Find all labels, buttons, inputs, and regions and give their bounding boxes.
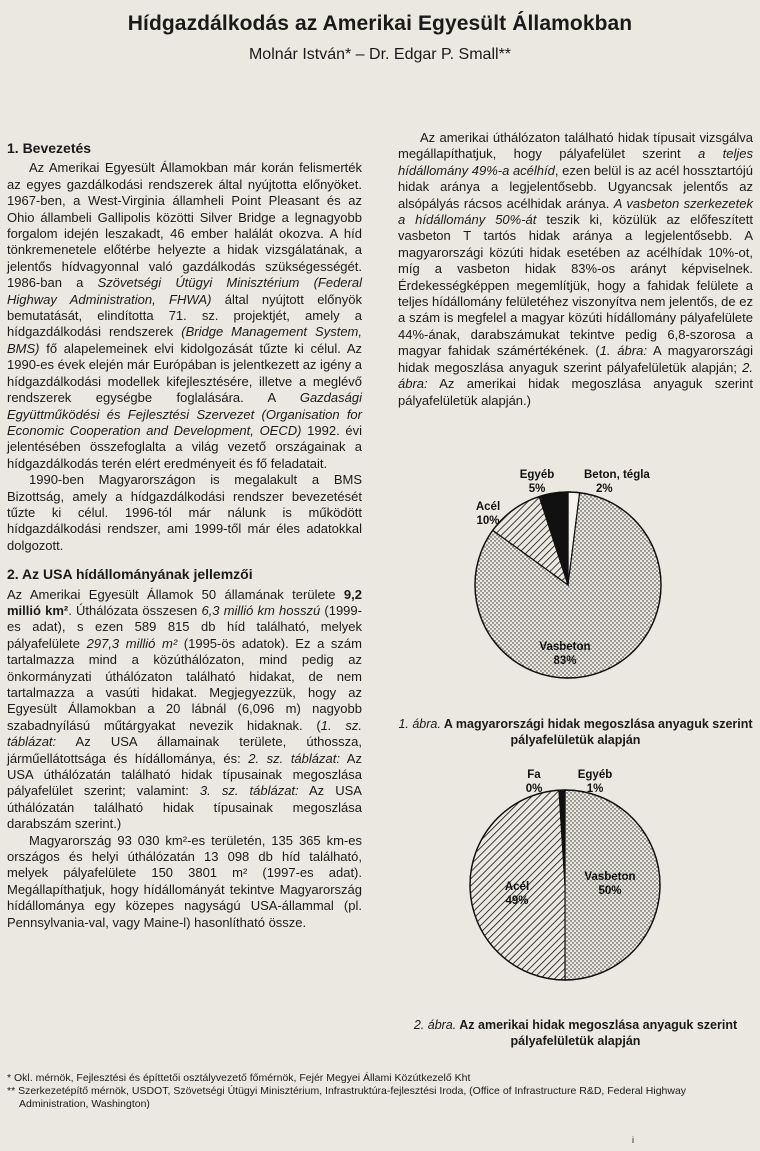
footnote-2: ** Szerkezetépítő mérnök, USDOT, Szövetségi Útügyi Minisztérium, Infrastruktúra-fejlesztési Iroda, (Office of Infrastructure R&D, Federal Highway Administration, Washington)	[7, 1085, 687, 1110]
right-paragraph1: Az amerikai úthálózaton található hidak típusait vizsgálva megállapíthatjuk, hogy pályafelület szerint a teljes hídállomány 49%-a acélhíd, ezen belül is az acél hossztartójú hidak aránya a legjelentősebb. Ugyancsak jelentős az alsópályás rácsos acélhidak aránya. A vasbeton szerkezetek a hídállomány 50%-át teszik ki, közülük az előfeszített vasbeton T tartós hidak aránya a legjelentősebb. A magyarországi közúti hidak esetében az acélhídak 10%-ot, míg a vasbeton hidak 83%-os arányt képviselnek. Érdekességképpen megemlítjük, hogy a fahidak felülete a teljes hídállomány felületéhez viszonyítva nem jelentős, de ez a szám is megfelel a magyar közúti hídállomány pályafelülete 44%-ának, darabszámukat tekintve pedig 6,8-szorosa a magyar fahidak számértékének. (1. ábra: A magyarországi hidak megoszlása anyaguk szerint pályafelületük alapján; 2. ábra: Az amerikai hidak megoszlása anyaguk szerint pályafelületük alapján.)	[398, 130, 754, 408]
right-column	[398, 130, 753, 409]
section2-paragraph1: Az Amerikai Egyesült Államok 50 államának területe 9,2 millió km². Úthálózata összesen 6,3 millió km hosszú (1999-es adat), s ezen 589 815 db híd található, melyek pályafelülete 297,3 millió m² (1995-ös adatok). Ez a szám tartalmazza mind a közúthálózaton, mind pedig az önkormányzati úthálózaton található hidakat, de nem tartalmazza a vasúti hidakat. Megjegyezzük, hogy az Egyesült Államokban a 20 lábnál (6,096 m) nagyobb szabadnyílású műtárgyakat nevezik hidaknak. (1. sz. táblázat: Az USA államainak területe, úthossza, járműellátottsága és hídállománya, és: 2. sz. táblázat: Az USA úthálózatán található hidak típusainak megoszlása pályafelület szerint; valamint: 3. sz. táblázat: Az USA úthálózatán található hidak típusainak megoszlása darabszám szerint.)	[7, 586, 362, 832]
pie-value-fa: 0%	[525, 783, 543, 795]
pie-value-ac-l: 49%	[505, 895, 529, 907]
section2-paragraph2: Magyarország 93 030 km²-es területén, 135 365 km-es országos és helyi úthálózatán 13 098 db híd található, melyek pályafelülete 150 3801 m² (1997-es adat). Megállapíthatjuk, hogy hídállományát tekintve Magyarország hídállománya egy közepes nagyságú USA-állammal (pl. Pennsylvania-val, vagy Maine-l) hasonlítható össze.	[7, 832, 362, 930]
pie-label-vasbeton: Vasbeton	[584, 871, 636, 883]
page-title: Hídgazdálkodás az Amerikai Egyesült Államokban	[127, 12, 633, 35]
pie-value-vasbeton: 50%	[598, 885, 622, 897]
section2-heading: 2. Az USA hídállományának jellemzői	[7, 566, 253, 583]
pie-label-vasbeton: Vasbeton	[539, 641, 591, 653]
figure2-caption: 2. ábra. Az amerikai hidak megoszlása anyaguk szerint pályafelületük alapján	[413, 1018, 738, 1048]
pie-value-vasbeton: 83%	[553, 655, 577, 667]
authors: Molnár István* – Dr. Edgar P. Small**	[248, 46, 512, 63]
pie-label-egy-b: Egyéb	[519, 469, 555, 481]
left-column	[7, 140, 362, 931]
pie-label-egy-b: Egyéb	[577, 769, 613, 781]
pie-label-ac-l: Acél	[475, 501, 501, 513]
pie-value-egy-b: 5%	[528, 483, 546, 495]
footnotes	[7, 1072, 752, 1111]
section1-heading: 1. Bevezetés	[7, 140, 92, 156]
pie-value-egy-b: 1%	[586, 783, 604, 795]
pie-chart-1	[398, 440, 753, 740]
pie-label-fa: Fa	[527, 769, 541, 781]
pie-value-beton-t-gla: 2%	[596, 483, 613, 495]
pie-value-ac-l: 10%	[476, 515, 500, 527]
pie-label-beton-t-gla: Beton, tégla	[584, 469, 650, 481]
footnote-1: * Okl. mérnök, Fejlesztési és építtetői osztályvezető főmérnök, Fejér Megyei Állami Közútkezelő Kht	[7, 1072, 471, 1084]
pie-chart-2	[398, 760, 753, 1060]
pie-label-ac-l: Acél	[504, 881, 530, 893]
page-mark: i	[632, 1135, 634, 1145]
section1-paragraph1: Az Amerikai Egyesült Államokban már korán felismerték az egyes gazdálkodási rendszerek által nyújtotta előnyöket. 1967-ben, a West-Virginia államheli Point Pleasant és az Ohio állambeli Gallipolis közötti Silver Bridge a legnagyobb forgalom idején leszakadt, 46 ember halálát okozva. A híd tönkremenetele előtérbe helyezte a hidak vizsgálatának, a jelentős hídvagyonnal való gazdálkodás szükségességét. 1986-ban a Szövetségi Útügyi Minisztérium (Federal Highway Administration, FHWA) által nyújtott előnyök bemutatását, elindította 71. sz. projektjét, amely a hídgazdálkodási rendszerek (Bridge Management System, BMS) fő alapelemeinek elvi kidolgozását tűzte ki célul. Az 1990-es évek elején már Európában is jelentkezett az igény a hídgazdálkodási modellek kifejlesztésére, illetve a meglévő rendszerek egységbe foglalására. A Gazdasági Együttműködési és Fejlesztési Szervezet (Organisation for Economic Cooperation and Development, OECD) 1992. évi jelentésében összefoglalta a világ vezető országainak a hídgazdálkodás terén elért eredményeit és fő feladatait.	[7, 160, 363, 471]
figure1-caption: 1. ábra. A magyarországi hidak megoszlása anyaguk szerint pályafelületük alapján	[398, 717, 753, 747]
section1-paragraph2: 1990-ben Magyarországon is megalakult a BMS Bizottság, amely a hídgazdálkodási rendszer bevezetését tűzte ki célul. 1996-tól már nálunk is működött hídgazdálkodási rendszer, ami 1999-től már éles adatokkal dolgozott.	[7, 472, 362, 553]
